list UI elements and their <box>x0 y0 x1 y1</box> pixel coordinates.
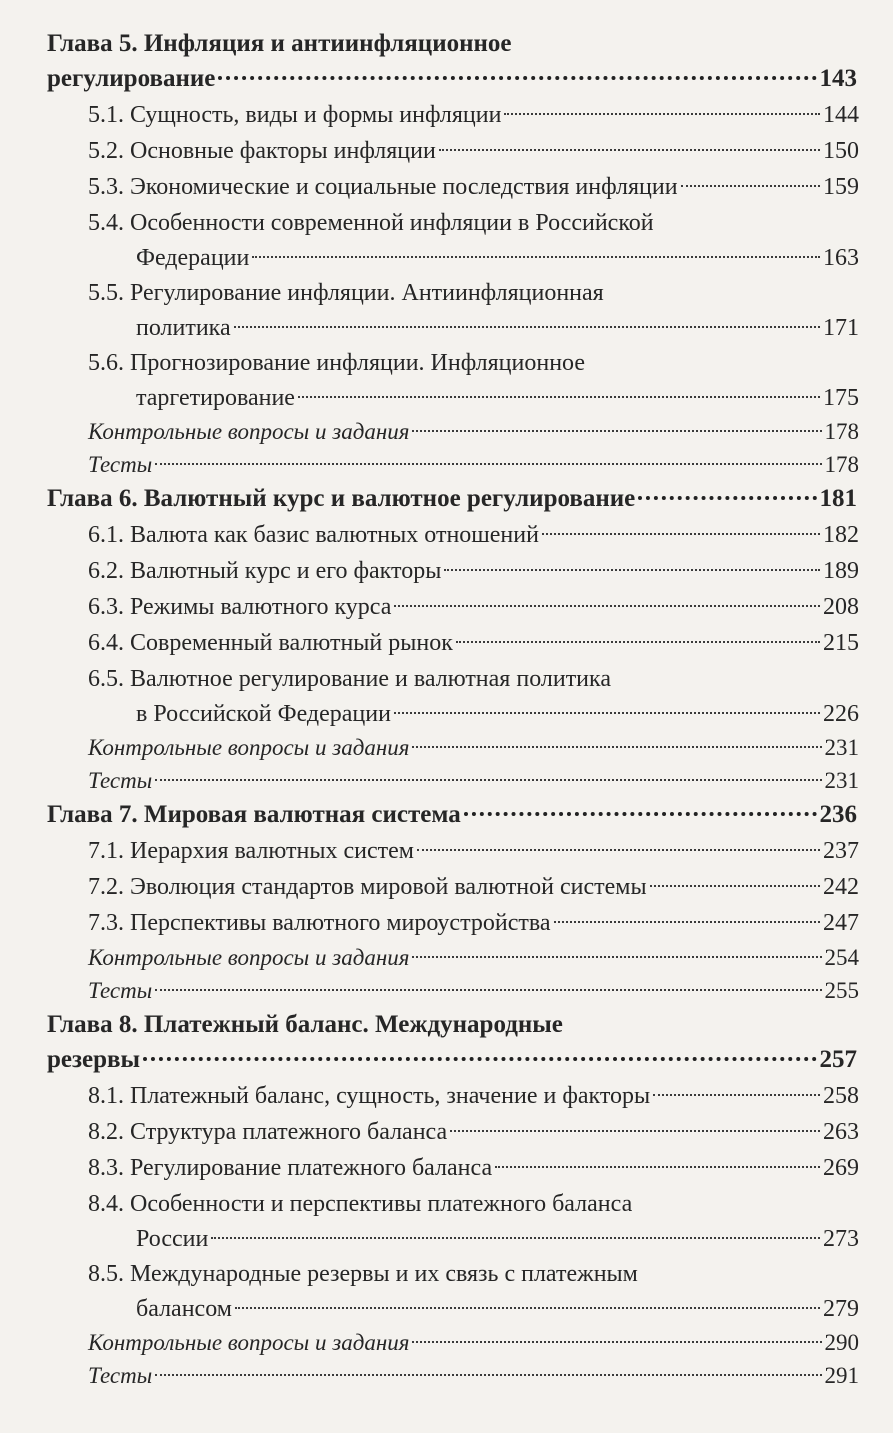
page-number: 257 <box>819 1046 857 1073</box>
toc-entry-6-4[interactable] <box>0 625 893 661</box>
section-title: 7.1. Иерархия валютных систем <box>88 838 414 864</box>
page-number: 290 <box>824 1330 859 1355</box>
section-title: 5.2. Основные факторы инфляции <box>88 138 436 164</box>
chapter-8-title-line2: резервы <box>47 1046 141 1073</box>
dot-leader <box>155 1374 821 1376</box>
toc-entry-7-questions[interactable] <box>0 941 893 974</box>
section-title: 7.3. Перспективы валютного мироустройства <box>88 910 551 936</box>
page-number: 231 <box>824 735 859 760</box>
section-title-line1: 5.4. Особенности современной инфляции в Российской <box>88 210 654 236</box>
page-number: 150 <box>823 138 859 164</box>
dot-leader <box>650 885 820 887</box>
toc-entry-5-1[interactable] <box>0 97 893 133</box>
page-number: 242 <box>823 874 859 900</box>
page-number: 159 <box>823 174 859 200</box>
section-title-line2: политика <box>136 315 231 341</box>
section-title-line1: 8.5. Международные резервы и их связь с платежным <box>88 1261 638 1287</box>
page-number: 182 <box>823 522 859 548</box>
section-title: 6.1. Валюта как базис валютных отношений <box>88 522 539 548</box>
toc-entry-7-3[interactable] <box>0 905 893 941</box>
page-number: 215 <box>823 630 859 656</box>
chapter-8-title-line1: Глава 8. Платежный баланс. Международные <box>47 1011 563 1038</box>
dot-leader <box>298 396 820 398</box>
dot-leader <box>417 849 820 851</box>
dot-leader <box>653 1094 820 1096</box>
section-title: 8.1. Платежный баланс, сущность, значение и факторы <box>88 1083 651 1109</box>
section-title: 8.2. Структура платежного баланса <box>88 1119 448 1145</box>
chapter-6-title: Глава 6. Валютный курс и валютное регулирование <box>47 485 636 512</box>
page-number: 189 <box>823 558 859 584</box>
dot-leader <box>155 779 821 781</box>
questions-title: Контрольные вопросы и задания <box>88 945 410 970</box>
section-title: 8.3. Регулирование платежного баланса <box>88 1155 493 1181</box>
chapter-7-entry[interactable] <box>0 797 893 833</box>
section-title-line2: России <box>136 1226 209 1252</box>
toc-entry-8-tests[interactable] <box>0 1359 893 1392</box>
page-number: 255 <box>824 978 859 1003</box>
toc-entry-8-2[interactable] <box>0 1114 893 1150</box>
page-number: 231 <box>824 768 859 793</box>
toc-entry-5-5[interactable] <box>0 275 893 345</box>
page-number: 171 <box>823 315 859 341</box>
page-number: 208 <box>823 594 859 620</box>
page-number: 178 <box>824 452 859 477</box>
chapter-8-entry[interactable] <box>0 1007 893 1078</box>
section-title-line2: балансом <box>136 1296 232 1322</box>
dot-leader <box>638 496 816 500</box>
dot-leader <box>218 76 816 80</box>
dot-leader <box>444 569 820 571</box>
section-title-line1: 5.6. Прогнозирование инфляции. Инфляционное <box>88 350 586 376</box>
toc-entry-7-tests[interactable] <box>0 974 893 1007</box>
dot-leader <box>155 989 821 991</box>
page-number: 226 <box>823 701 859 727</box>
chapter-5-entry[interactable] <box>0 26 893 97</box>
dot-leader <box>464 812 817 816</box>
toc-entry-6-2[interactable] <box>0 553 893 589</box>
section-title: 6.2. Валютный курс и его факторы <box>88 558 442 584</box>
section-title-line2: таргетирование <box>136 385 295 411</box>
dot-leader <box>412 746 821 748</box>
dot-leader <box>234 326 820 328</box>
toc-entry-7-1[interactable] <box>0 833 893 869</box>
page-number: 273 <box>823 1226 859 1252</box>
page-number: 143 <box>819 65 857 92</box>
dot-leader <box>439 149 820 151</box>
page-number: 144 <box>823 102 859 128</box>
tests-title: Тесты <box>88 1363 153 1388</box>
questions-title: Контрольные вопросы и задания <box>88 735 410 760</box>
dot-leader <box>235 1307 820 1309</box>
toc-entry-8-4[interactable] <box>0 1186 893 1256</box>
dot-leader <box>211 1237 820 1239</box>
toc-entry-8-1[interactable] <box>0 1078 893 1114</box>
dot-leader <box>542 533 820 535</box>
section-title-line2: Федерации <box>136 245 250 271</box>
section-title: 6.3. Режимы валютного курса <box>88 594 392 620</box>
dot-leader <box>412 956 821 958</box>
toc-entry-6-1[interactable] <box>0 517 893 553</box>
chapter-6-entry[interactable] <box>0 481 893 517</box>
dot-leader <box>412 1341 821 1343</box>
chapter-5-title-line1: Глава 5. Инфляция и антиинфляционное <box>47 30 512 57</box>
toc-entry-5-6[interactable] <box>0 345 893 415</box>
toc-entry-5-questions[interactable] <box>0 415 893 448</box>
dot-leader <box>155 463 821 465</box>
dot-leader <box>456 641 820 643</box>
section-title-line1: 8.4. Особенности и перспективы платежного баланса <box>88 1191 633 1217</box>
toc-entry-7-2[interactable] <box>0 869 893 905</box>
toc-entry-8-questions[interactable] <box>0 1326 893 1359</box>
dot-leader <box>412 430 821 432</box>
dot-leader <box>394 712 820 714</box>
dot-leader <box>143 1057 816 1061</box>
toc-entry-6-tests[interactable] <box>0 764 893 797</box>
page-number: 263 <box>823 1119 859 1145</box>
section-title: 5.3. Экономические и социальные последствия инфляции <box>88 174 678 200</box>
toc-entry-6-5[interactable] <box>0 661 893 731</box>
section-title: 7.2. Эволюция стандартов мировой валютной системы <box>88 874 647 900</box>
page-number: 254 <box>824 945 859 970</box>
page-number: 236 <box>819 801 857 828</box>
toc-entry-5-3[interactable] <box>0 169 893 205</box>
page-number: 175 <box>823 385 859 411</box>
dot-leader <box>504 113 820 115</box>
page-number: 237 <box>823 838 859 864</box>
page-number: 247 <box>823 910 859 936</box>
section-title: 5.1. Сущность, виды и формы инфляции <box>88 102 502 128</box>
toc-entry-6-3[interactable] <box>0 589 893 625</box>
toc-entry-8-5[interactable] <box>0 1256 893 1326</box>
toc-entry-5-2[interactable] <box>0 133 893 169</box>
page-number: 258 <box>823 1083 859 1109</box>
tests-title: Тесты <box>88 978 153 1003</box>
questions-title: Контрольные вопросы и задания <box>88 419 410 444</box>
questions-title: Контрольные вопросы и задания <box>88 1330 410 1355</box>
chapter-5-title-line2: регулирование <box>47 65 216 92</box>
section-title-line1: 6.5. Валютное регулирование и валютная политика <box>88 666 611 692</box>
page-number: 269 <box>823 1155 859 1181</box>
toc-entry-8-3[interactable] <box>0 1150 893 1186</box>
dot-leader <box>495 1166 820 1168</box>
page-number: 279 <box>823 1296 859 1322</box>
dot-leader <box>450 1130 820 1132</box>
dot-leader <box>252 256 820 258</box>
dot-leader <box>554 921 820 923</box>
toc-entry-6-questions[interactable] <box>0 731 893 764</box>
chapter-7-title: Глава 7. Мировая валютная система <box>47 801 461 828</box>
tests-title: Тесты <box>88 768 153 793</box>
section-title: 6.4. Современный валютный рынок <box>88 630 453 656</box>
toc-entry-5-4[interactable] <box>0 205 893 275</box>
page-number: 163 <box>823 245 859 271</box>
dot-leader <box>394 605 820 607</box>
section-title-line2: в Российской Федерации <box>136 701 391 727</box>
tests-title: Тесты <box>88 452 153 477</box>
section-title-line1: 5.5. Регулирование инфляции. Антиинфляционная <box>88 280 604 306</box>
page-number: 291 <box>824 1363 859 1388</box>
toc-entry-5-tests[interactable] <box>0 448 893 481</box>
page-number: 178 <box>824 419 859 444</box>
dot-leader <box>681 185 820 187</box>
page-number: 181 <box>819 485 857 512</box>
